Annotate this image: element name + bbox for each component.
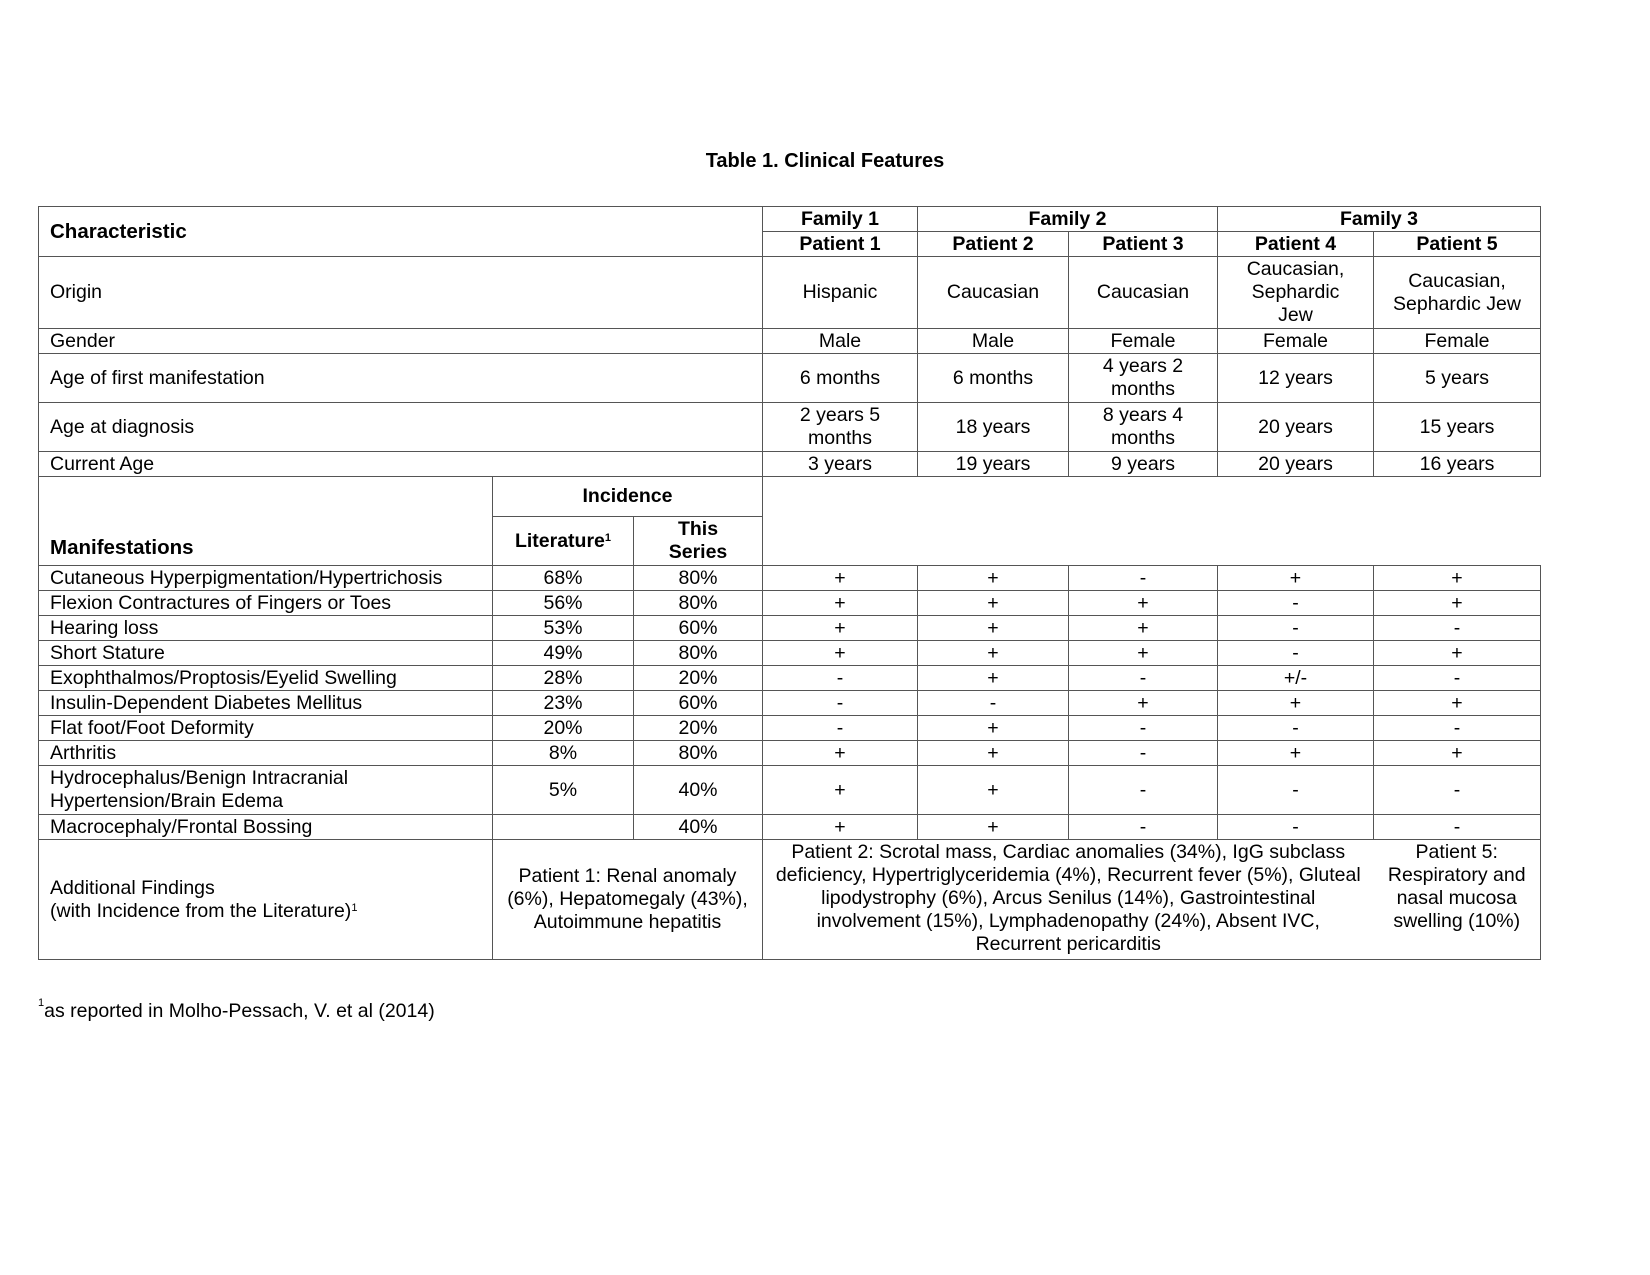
additional-findings-row — [39, 840, 1541, 960]
literature-cell — [493, 815, 634, 840]
row-label: Gender — [39, 329, 763, 354]
row-label: Short Stature — [39, 641, 493, 666]
cell: - — [1218, 591, 1374, 616]
cell: - — [1218, 716, 1374, 741]
cell: 9 years — [1069, 452, 1218, 477]
cell: - — [1374, 766, 1541, 815]
cell: + — [918, 716, 1069, 741]
patient-3-header: Patient 3 — [1069, 232, 1218, 257]
literature-cell: 20% — [493, 716, 634, 741]
table-row — [39, 691, 1541, 716]
row-label: Arthritis — [39, 741, 493, 766]
cell: + — [918, 641, 1069, 666]
clinical-features-table — [38, 206, 1541, 960]
cell: + — [1374, 591, 1541, 616]
cell: - — [1218, 616, 1374, 641]
table-row — [39, 616, 1541, 641]
table-title: Table 1. Clinical Features — [705, 150, 945, 172]
this-series-header: This Series — [634, 517, 763, 566]
cell: + — [1218, 691, 1374, 716]
manifestations-header: Manifestations — [39, 477, 493, 566]
cell: + — [918, 616, 1069, 641]
cell: + — [763, 591, 918, 616]
table-row — [39, 452, 1541, 477]
cell: + — [1374, 741, 1541, 766]
patient-2-findings: Patient 2: Scrotal mass, Cardiac anomalies (34%), IgG subclass deficiency, Hypertriglyceridemia (4%), Recurrent fever (5%), Gluteal lipodystrophy (6%), Arcus Senilus (14%), Gastrointestinal involvement (15%), Lymphadenopathy (24%), Absent IVC, Recurrent pericarditis — [763, 840, 1374, 960]
cell: + — [1218, 741, 1374, 766]
cell: + — [1069, 641, 1218, 666]
family-3-header: Family 3 — [1218, 207, 1541, 232]
cell: Caucasian, Sephardic Jew — [1374, 257, 1541, 329]
cell: Male — [918, 329, 1069, 354]
cell: Hispanic — [763, 257, 918, 329]
cell: + — [1218, 566, 1374, 591]
cell: + — [763, 766, 918, 815]
series-cell: 80% — [634, 591, 763, 616]
cell: 18 years — [918, 403, 1069, 452]
table-row — [39, 403, 1541, 452]
series-cell: 40% — [634, 815, 763, 840]
cell: + — [1069, 616, 1218, 641]
table-row — [39, 666, 1541, 691]
table-row — [39, 591, 1541, 616]
cell: Caucasian — [918, 257, 1069, 329]
cell: - — [918, 691, 1069, 716]
patient-1-findings: Patient 1: Renal anomaly (6%), Hepatomegaly (43%), Autoimmune hepatitis — [493, 840, 763, 960]
cell: + — [763, 741, 918, 766]
series-cell: 80% — [634, 641, 763, 666]
cell: - — [1374, 666, 1541, 691]
cell: + — [763, 815, 918, 840]
cell: - — [1069, 815, 1218, 840]
cell: 15 years — [1374, 403, 1541, 452]
row-label: Age at diagnosis — [39, 403, 763, 452]
additional-findings-label: Additional Findings (with Incidence from the Literature)$^1$ — [39, 840, 493, 960]
cell: + — [763, 641, 918, 666]
cell: 19 years — [918, 452, 1069, 477]
series-cell: 60% — [634, 616, 763, 641]
cell: + — [1374, 691, 1541, 716]
cell: - — [1218, 766, 1374, 815]
row-label: Hydrocephalus/Benign Intracranial Hypertension/Brain Edema — [39, 766, 493, 815]
series-cell: 20% — [634, 716, 763, 741]
cell: + — [1069, 691, 1218, 716]
cell: - — [1374, 616, 1541, 641]
cell: - — [1374, 716, 1541, 741]
table-row — [39, 257, 1541, 329]
cell: + — [763, 566, 918, 591]
row-label: Flat foot/Foot Deformity — [39, 716, 493, 741]
cell: - — [763, 691, 918, 716]
table-row — [39, 815, 1541, 840]
row-label: Age of first manifestation — [39, 354, 763, 403]
table-row — [39, 354, 1541, 403]
cell: + — [918, 766, 1069, 815]
cell: 20 years — [1218, 403, 1374, 452]
patient-5-findings: Patient 5: Respiratory and nasal mucosa swelling (10%) — [1374, 840, 1541, 960]
literature-header: Literature$^1$ — [493, 517, 634, 566]
row-label: Origin — [39, 257, 763, 329]
cell: 8 years 4 months — [1069, 403, 1218, 452]
cell: Caucasian — [1069, 257, 1218, 329]
series-cell: 40% — [634, 766, 763, 815]
literature-cell: 5% — [493, 766, 634, 815]
cell: Female — [1218, 329, 1374, 354]
cell: 3 years — [763, 452, 918, 477]
patient-5-header: Patient 5 — [1374, 232, 1541, 257]
cell: + — [1374, 641, 1541, 666]
cell: - — [1374, 815, 1541, 840]
cell: + — [918, 566, 1069, 591]
cell: - — [1069, 566, 1218, 591]
table-row — [39, 641, 1541, 666]
series-cell: 80% — [634, 566, 763, 591]
literature-cell: 49% — [493, 641, 634, 666]
literature-cell: 8% — [493, 741, 634, 766]
cell: 4 years 2 months — [1069, 354, 1218, 403]
characteristic-header: Characteristic — [39, 207, 763, 257]
family-1-header: Family 1 — [763, 207, 918, 232]
row-label: Flexion Contractures of Fingers or Toes — [39, 591, 493, 616]
patient-1-header: Patient 1 — [763, 232, 918, 257]
cell: + — [763, 616, 918, 641]
cell: - — [763, 716, 918, 741]
cell: - — [1069, 766, 1218, 815]
row-label: Insulin-Dependent Diabetes Mellitus — [39, 691, 493, 716]
patient-4-header: Patient 4 — [1218, 232, 1374, 257]
cell: Male — [763, 329, 918, 354]
row-label: Cutaneous Hyperpigmentation/Hypertrichosis — [39, 566, 493, 591]
cell: Female — [1374, 329, 1541, 354]
patient-2-header: Patient 2 — [918, 232, 1069, 257]
cell: + — [918, 666, 1069, 691]
cell: 16 years — [1374, 452, 1541, 477]
row-label: Exophthalmos/Proptosis/Eyelid Swelling — [39, 666, 493, 691]
cell: 20 years — [1218, 452, 1374, 477]
literature-cell: 68% — [493, 566, 634, 591]
row-label: Hearing loss — [39, 616, 493, 641]
cell: Caucasian, Sephardic Jew — [1218, 257, 1374, 329]
cell: - — [1218, 815, 1374, 840]
cell: Female — [1069, 329, 1218, 354]
footnote: $^1$as reported in Molho-Pessach, V. et al (2014) — [38, 997, 435, 1022]
row-label: Macrocephaly/Frontal Bossing — [39, 815, 493, 840]
cell: - — [763, 666, 918, 691]
literature-cell: 53% — [493, 616, 634, 641]
table-row — [39, 766, 1541, 815]
cell: - — [1069, 741, 1218, 766]
series-cell: 60% — [634, 691, 763, 716]
table-row — [39, 741, 1541, 766]
literature-cell: 56% — [493, 591, 634, 616]
cell: 6 months — [763, 354, 918, 403]
series-cell: 20% — [634, 666, 763, 691]
cell: 12 years — [1218, 354, 1374, 403]
table-row — [39, 329, 1541, 354]
row-label: Current Age — [39, 452, 763, 477]
cell: + — [918, 591, 1069, 616]
cell: - — [1218, 641, 1374, 666]
family-2-header: Family 2 — [918, 207, 1218, 232]
cell: 5 years — [1374, 354, 1541, 403]
table-row — [39, 716, 1541, 741]
cell: + — [1069, 591, 1218, 616]
cell: +/- — [1218, 666, 1374, 691]
incidence-header: Incidence — [493, 477, 763, 517]
table-row — [39, 566, 1541, 591]
cell: + — [1374, 566, 1541, 591]
cell: - — [1069, 716, 1218, 741]
cell: + — [918, 815, 1069, 840]
cell: - — [1069, 666, 1218, 691]
cell: + — [918, 741, 1069, 766]
blank-header-area — [763, 477, 1541, 566]
series-cell: 80% — [634, 741, 763, 766]
literature-cell: 28% — [493, 666, 634, 691]
cell: 6 months — [918, 354, 1069, 403]
literature-cell: 23% — [493, 691, 634, 716]
cell: 2 years 5 months — [763, 403, 918, 452]
